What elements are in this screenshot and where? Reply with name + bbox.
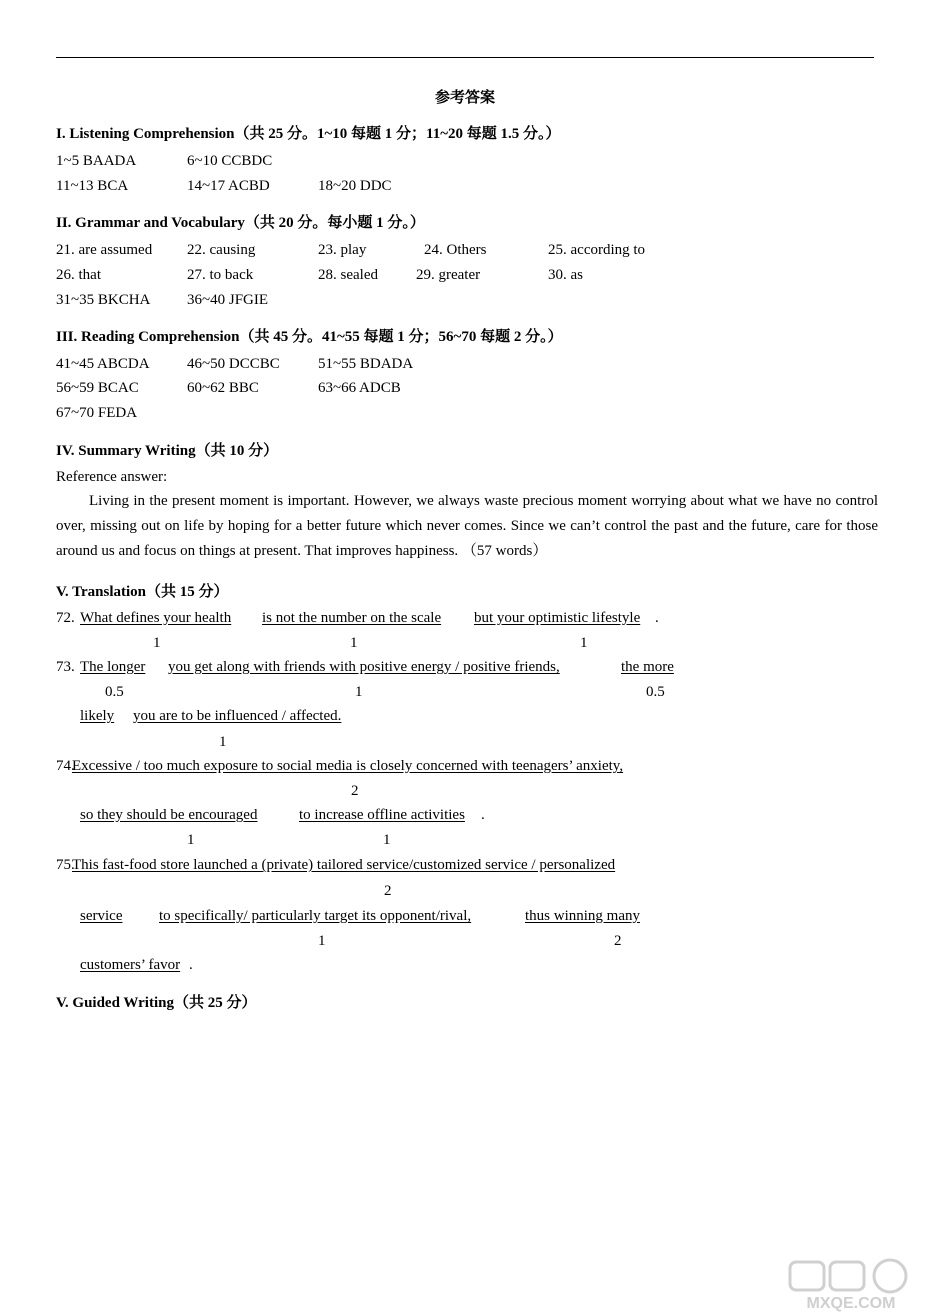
grammar-answer: 26. that: [56, 267, 101, 283]
answer-chunk: The longer: [80, 659, 146, 675]
page-title: 参考答案: [434, 90, 495, 106]
score-mark: 1: [153, 635, 161, 651]
grammar-answer: 24. Others: [424, 242, 487, 258]
question-number: 75.: [56, 857, 75, 873]
punctuation: .: [481, 807, 485, 823]
question-number: 74.: [56, 758, 75, 774]
answer-chunk: service: [80, 908, 123, 924]
score-mark: 1: [580, 635, 588, 651]
question-number: 72.: [56, 610, 75, 626]
answer-chunk: to increase offline activities: [299, 807, 465, 823]
reading-answer: 56~59 BCAC: [56, 380, 139, 396]
grammar-answer: 25. according to: [548, 242, 646, 258]
score-mark: 1: [383, 832, 391, 848]
answer-chunk: customers’ favor: [80, 957, 181, 973]
grammar-answer: 31~35 BKCHA: [56, 292, 151, 308]
grammar-answer: 30. as: [548, 267, 583, 283]
watermark-text: MXQE.COM: [806, 1295, 896, 1312]
score-mark: 1: [318, 933, 326, 949]
watermark-logo-icon: [786, 1256, 916, 1312]
score-mark: 1: [219, 734, 227, 750]
score-mark: 1: [187, 832, 195, 848]
score-mark: 2: [614, 933, 622, 949]
answer-chunk: the more: [621, 659, 674, 675]
score-mark: 1: [355, 684, 363, 700]
answer-chunk: to specifically/ particularly target its opponent/rival,: [159, 908, 472, 924]
answer-chunk: What defines your health: [80, 610, 232, 626]
reading-answer: 46~50 DCCBC: [187, 356, 280, 372]
answer-chunk: likely: [80, 708, 115, 724]
translation-heading: V. Translation（共 15 分）: [56, 584, 229, 600]
grammar-answer: 27. to back: [187, 267, 254, 283]
score-mark: 0.5: [105, 684, 124, 700]
listening-answer: 14~17 ACBD: [187, 178, 270, 194]
grammar-answer: 23. play: [318, 242, 367, 258]
score-mark: 2: [384, 883, 392, 899]
question-number: 73.: [56, 659, 75, 675]
reference-label: Reference answer:: [56, 469, 168, 485]
punctuation: .: [655, 610, 659, 626]
reading-answer: 41~45 ABCDA: [56, 356, 150, 372]
answer-chunk: thus winning many: [525, 908, 640, 924]
listening-heading: I. Listening Comprehension（共 25 分。1~10 每题 1 分；11~20 每题 1.5 分。）: [56, 126, 561, 142]
reading-answer: 63~66 ADCB: [318, 380, 401, 396]
top-rule: [56, 57, 874, 58]
reading-answer: 67~70 FEDA: [56, 405, 138, 421]
listening-answer: 18~20 DDC: [318, 178, 392, 194]
answer-chunk: This fast-food store launched a (private) tailored service/customized service / personalized: [72, 857, 616, 873]
score-mark: 2: [351, 783, 359, 799]
listening-answer: 1~5 BAADA: [56, 153, 137, 169]
grammar-answer: 28. sealed: [318, 267, 378, 283]
grammar-heading: II. Grammar and Vocabulary（共 20 分。每小题 1 分。）: [56, 215, 425, 231]
score-mark: 0.5: [646, 684, 665, 700]
answer-chunk: but your optimistic lifestyle: [474, 610, 641, 626]
answer-chunk: is not the number on the scale: [262, 610, 442, 626]
grammar-answer: 22. causing: [187, 242, 256, 258]
listening-answer: 6~10 CCBDC: [187, 153, 273, 169]
punctuation: .: [189, 957, 193, 973]
grammar-answer: 21. are assumed: [56, 242, 153, 258]
answer-chunk: you are to be influenced / affected.: [133, 708, 342, 724]
answer-chunk: Excessive / too much exposure to social media is closely concerned with teenagers’ anxiety,: [72, 758, 624, 774]
reading-answer: 51~55 BDADA: [318, 356, 414, 372]
score-mark: 1: [350, 635, 358, 651]
grammar-answer: 29. greater: [416, 267, 481, 283]
summary-heading: IV. Summary Writing（共 10 分）: [56, 443, 279, 459]
grammar-answer: 36~40 JFGIE: [187, 292, 269, 308]
answer-chunk: you get along with friends with positive energy / positive friends,: [168, 659, 560, 675]
reading-answer: 60~62 BBC: [187, 380, 259, 396]
answer-chunk: so they should be encouraged: [80, 807, 258, 823]
guided-writing-heading: V. Guided Writing（共 25 分）: [56, 995, 257, 1011]
listening-answer: 11~13 BCA: [56, 178, 129, 194]
reading-heading: III. Reading Comprehension（共 45 分。41~55 每题 1 分；56~70 每题 2 分。）: [56, 329, 563, 345]
summary-reference-text: Living in the present moment is important. However, we always waste precious moment worrying about what we have no control over, missing out on life by hoping for a better future which never comes. Since we can’t control the past and the future, care for those around us and focus on things at present. That improves happiness. （57 words）: [56, 493, 878, 559]
